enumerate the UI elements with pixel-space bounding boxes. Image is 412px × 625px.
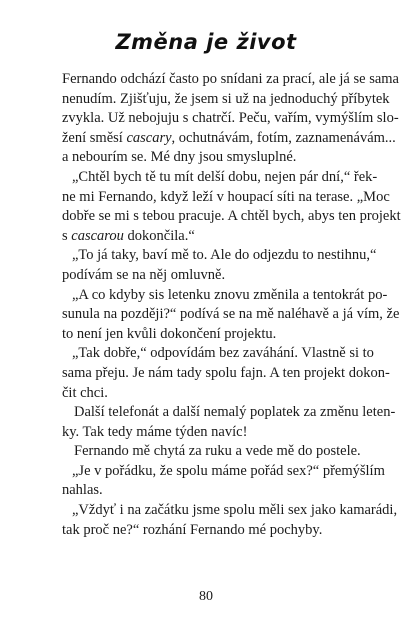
text-line: žení směsí cascary, ochutnávám, fotím, zaznamenávám... xyxy=(62,129,396,146)
text-line: nahlas. xyxy=(62,482,103,499)
text-line: „Chtěl bych tě tu mít delší dobu, nejen pár dní,“ řek- xyxy=(72,168,378,185)
text-line: a nebourím se. Mé dny jsou smysluplné. xyxy=(62,149,297,166)
text-line: ne mi Fernando, když leží v houpací síti na terase. „Moc xyxy=(62,188,390,205)
text-line: „Vždyť i na začátku jsme spolu měli sex jako kamarádi, xyxy=(72,502,398,519)
text-line: sunula na později?“ podívá se na mě naléhavě a já vím, že xyxy=(62,306,400,323)
page-number: 80 xyxy=(199,589,213,604)
text-line: „Je v pořádku, že spolu máme pořád sex?“ přemýšlím xyxy=(72,462,385,479)
text-line: Fernando odchází často po snídani za prací, ale já se sama xyxy=(62,71,399,87)
text-line: tak proč ne?“ rozhání Fernando mé pochyby. xyxy=(62,521,323,538)
text-line: Další telefonát a další nemalý poplatek za změnu leten- xyxy=(74,404,396,421)
text-line: Fernando mě chytá za ruku a vede mě do postele. xyxy=(74,443,361,460)
text-line: „To já taky, baví mě to. Ale do odjezdu to nestihnu,“ xyxy=(72,247,377,264)
text-line: to není jen kvůli dokončení projektu. xyxy=(62,325,277,342)
chapter-title: Změna je život xyxy=(115,30,297,54)
text-line: „Tak dobře,“ odpovídám bez zaváhání. Vlastně si to xyxy=(72,345,374,362)
text-line: dobře se mi s tebou pracuje. A chtěl bych, abys ten projekt xyxy=(62,208,401,225)
text-line: s cascarou dokončila.“ xyxy=(62,227,195,244)
italic-term: cascarou xyxy=(71,227,124,244)
text-line: podívám se na něj omluvně. xyxy=(62,266,226,283)
text-line: „A co kdyby sis letenku znovu změnila a tentokrát po- xyxy=(72,286,388,303)
text-line: zvykla. Už nebojuju s chatrčí. Peču, vařím, vymýšlím slo- xyxy=(62,110,399,127)
body-text xyxy=(62,70,401,540)
text-line: nenudím. Zjišťuju, že jsem si už na jednoduchý příbytek xyxy=(62,90,390,107)
italic-term: cascary xyxy=(126,129,172,146)
text-line: čit chci. xyxy=(62,384,108,401)
text-line: ky. Tak tedy máme týden navíc! xyxy=(62,423,248,440)
text-line: sama přeju. Je nám tady spolu fajn. A ten projekt dokon- xyxy=(62,364,390,381)
